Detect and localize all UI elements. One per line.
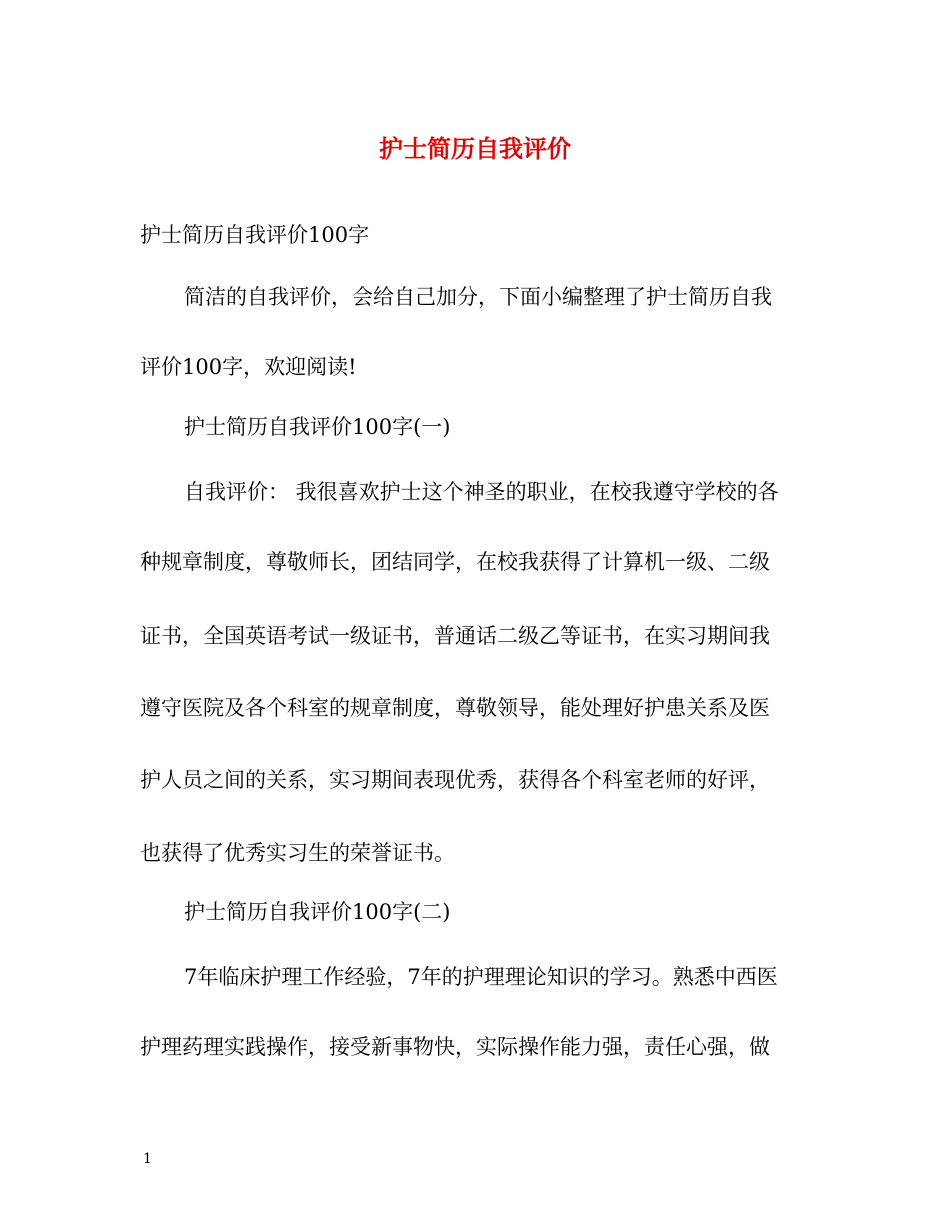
- paragraph-line: 也获得了优秀实习生的荣誉证书。: [140, 841, 455, 865]
- paragraph-line: 遵守医院及各个科室的规章制度，尊敬领导，能处理好护患关系及医: [140, 696, 770, 720]
- paragraph-line: 自我评价： 我很喜欢护士这个神圣的职业，在校我遵守学校的各: [184, 480, 779, 504]
- paragraph-line: 7年临床护理工作经验，7年的护理理论知识的学习。熟悉中西医: [184, 965, 778, 989]
- document-title: 护士简历自我评价: [379, 134, 571, 163]
- paragraph-line: 简洁的自我评价，会给自己加分，下面小编整理了护士简历自我: [184, 285, 772, 309]
- paragraph-line: 护理药理实践操作，接受新事物快，实际操作能力强，责任心强，做: [140, 1035, 770, 1059]
- paragraph-line: 种规章制度，尊敬师长，团结同学，在校我获得了计算机一级、二级: [140, 550, 770, 574]
- page-number: 1: [143, 1151, 152, 1167]
- paragraph-line: 证书，全国英语考试一级证书，普通话二级乙等证书，在实习期间我: [140, 624, 770, 648]
- paragraph-line: 评价100字，欢迎阅读!: [140, 355, 357, 379]
- section-heading: 护士简历自我评价100字(一): [184, 415, 451, 439]
- paragraph-line: 护人员之间的关系，实习期间表现优秀，获得各个科室老师的好评，: [140, 768, 770, 792]
- subtitle: 护士简历自我评价100字: [140, 223, 370, 247]
- section-heading: 护士简历自我评价100字(二): [184, 900, 451, 924]
